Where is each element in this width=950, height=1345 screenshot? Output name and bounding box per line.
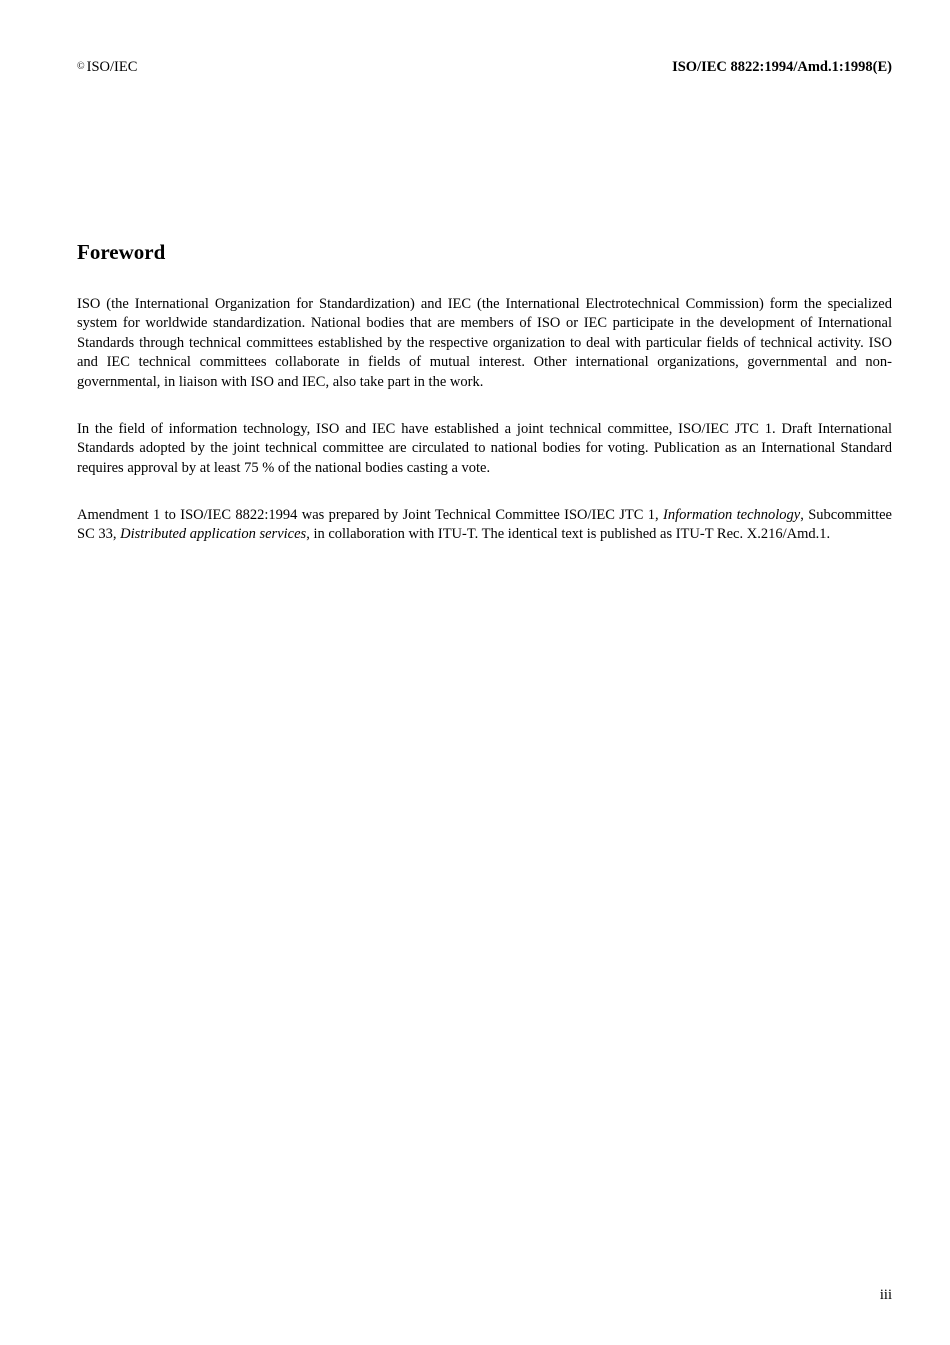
paragraph-3-text: , Subcommittee SC 33, — [77, 507, 892, 543]
page-header — [77, 59, 892, 79]
committee-title: Information technology — [663, 507, 801, 523]
foreword-paragraph-2: In the field of information technology, ISO and IEC have established a joint technical committee, ISO/IEC JTC 1. Draft International Standards adopted by the joint technical committee are circulated to national bodies for voting. Publication as an International Standard requires approval by at least 75 % of the national bodies casting a vote. — [77, 421, 892, 476]
subcommittee-title: Distributed application services — [120, 526, 307, 543]
page-title: Foreword — [77, 240, 166, 264]
foreword-paragraph-3 — [77, 506, 892, 545]
page-number: iii — [879, 1287, 892, 1303]
header-left-text: ISO/IEC — [86, 59, 138, 75]
paragraph-3-text: Amendment 1 to ISO/IEC 8822:1994 was prepared by Joint Technical Committee ISO/IEC JTC 1, — [77, 507, 663, 523]
paragraph-3-text: , in collaboration with ITU-T. The identical text is published as ITU-T Rec. X.216/Amd.1. — [306, 526, 831, 543]
header-copyright — [77, 59, 137, 76]
foreword-paragraph-1: ISO (the International Organization for Standardization) and IEC (the International Electrotechnical Commission) form the specialized system for worldwide standardization. National bodies that are members of ISO or IEC participate in the development of International Standards through technical committees established by the respective organization to deal with particular fields of technical activity. ISO and IEC technical committees collaborate in fields of mutual interest. Other international organizations, governmental and non-governmental, in liaison with ISO and IEC, also take part in the work. — [77, 296, 892, 390]
copyright-icon: © — [77, 61, 85, 72]
document-reference: ISO/IEC 8822:1994/Amd.1:1998(E) — [672, 59, 892, 75]
